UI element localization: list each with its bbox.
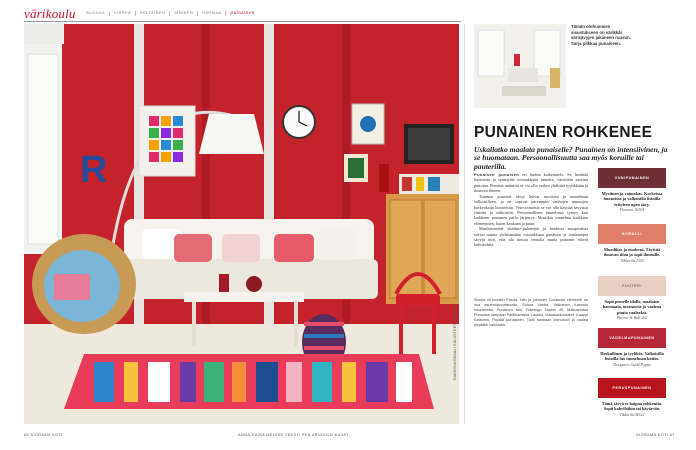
swatch-chip	[598, 276, 666, 296]
right-page-number: DIORAMA KOTI 67	[636, 433, 675, 437]
tag-item: SININEN	[170, 11, 198, 16]
swatch-name: VADELMAPUNAINEN	[609, 336, 655, 340]
author-credit: ANNA-KAISA MELVAS TEKSTI PIIA ARNOULD KUVAT	[238, 433, 349, 437]
body-text: Maalaismaiset sisäilme-palettejen ja henkiset maaperäiset voivat auttaa yhdistämään voimakkaan punaisen ja vaaleampia sävyjä niin, että tila tuntuu rentolta mutta punaiset elävät kohokohtia.	[474, 226, 588, 248]
swatch-description: Herkullinen ja tyylikäs. Valkoisilla listoilla luo tunnelman kotiin.	[600, 351, 664, 362]
swatch-description: Tämä sävyä se kaipaa rohkeutta. Sopii kahviloihin tai käytäviin.	[601, 401, 663, 412]
article-body	[474, 172, 588, 248]
left-page-number: 66 DIORAMA KOTI	[24, 433, 63, 437]
article-lead: Uskallatko maalata punaiselle? Punainen on intensiivinen, ja se huomataan. Persoonallisuutta saa myös koruille tai pauteriila.	[474, 145, 668, 171]
vertical-credit: RAKENNUSMAALI KALUSTEET VAELLUS	[453, 305, 457, 380]
article-headline: PUNAINEN ROHKENEE	[474, 124, 653, 141]
body-paragraph	[474, 172, 588, 193]
swatch-vadelmapunainen	[598, 328, 666, 367]
swatch-chip	[598, 328, 666, 348]
swatch-source: Farrow & Ball 202	[616, 314, 648, 320]
section-title: värikoulu	[24, 6, 76, 21]
header-rule	[24, 21, 461, 22]
living-room-photo	[24, 24, 459, 424]
swatch-chip	[598, 168, 666, 188]
tag-active: punainen	[230, 10, 255, 16]
living-room-illustration	[24, 24, 459, 424]
swatch-chip	[598, 378, 666, 398]
swatch-puuteri	[598, 276, 666, 320]
small-room-photo	[474, 24, 566, 108]
body-text: eri hurhta kaikenutele. Se herättää huomiota ja synnyttää voimakkaita tunteita, varsinkin suurina pintoina. Pienistä määristä se voi olla vaikea yhdistää tyylikkään ja ilmavan ilmeen.	[474, 172, 589, 194]
tag-item: RUOKAA	[82, 11, 110, 16]
swatch-name: KORALLI	[621, 232, 643, 236]
swatch-description: Muodikas ja moderni. Täyttää ilmavan tilan ja sopii ihmisille.	[603, 247, 661, 258]
swatch-peruspunainen	[598, 378, 666, 417]
page-fold	[464, 24, 465, 424]
tag-item: KELTAINEN	[136, 11, 170, 16]
body-paragraph	[474, 194, 588, 226]
product-credits: Sivulla oli kuvattu Parola, Niin ja jokainen Coeiaoaa elementti on osa asuinkokonaisuutta, Sohva Vanha, Valkoinen Kannuin huoneessa, Punainen talo, Flamingo Tapetti 45, Mattotehdas Punainen lampaan Palttinamatot, Laukku, Maalauskoristeet, Kaappi Katsomo, Pöydät punaiseen, Tuoli kankaan keinutuoli ja vaalea pöydälle kaikkialla.	[474, 298, 588, 327]
body-caps-lead: Punaisen punaisen	[474, 172, 520, 177]
swatch-source: Tikkurila J320	[620, 257, 644, 263]
swatch-description: Mystinen ja voimakas. Korkeissa huoneissa ja valkoisilla listoilla erityisen upea sävy.	[601, 191, 663, 207]
swatch-chip	[598, 224, 666, 244]
swatch-source: Flamant 16304	[619, 206, 645, 212]
swatch-source: Designers Guild Poppy	[613, 361, 651, 367]
swatch-description: Sopii pienelle tilalle, maalaten harmaata, marmoria ja vaaleaa puuta vaaleaksi.	[602, 299, 662, 315]
body-text: Tummat punaiset sävyt luovat mystisen ja tunnelman valkoisilleen, ja ne sopivat paremmin vanhojen asuntojen korkeuksiin huoneisiin. Vetovoimaista se voi olla käyttää sävyissä sinisiin ja valkoisiin. Persoonallinen tunnelmaa syntyy kun kaikkeen punainen pallo järjestyy. Musiikin tunnelma kaikkien elementtien, kuten kankaan ja puun.	[474, 193, 588, 226]
swatch-koralli	[598, 224, 666, 263]
swatch-name: PUUTERI	[622, 284, 642, 288]
swatch-name: VIINIPUNAINEN	[614, 176, 650, 180]
section-tags	[82, 11, 259, 16]
svg-text:R: R	[80, 149, 108, 191]
swatch-name: PERUSPUNAINEN	[612, 386, 652, 390]
tag-item: VIHREÄ	[110, 11, 136, 16]
tag-item: HARMAA	[198, 11, 226, 16]
swatch-viinipunainen	[598, 168, 666, 212]
swatch-source: Tikkurila M322	[619, 411, 645, 417]
small-photo-caption: Tämän olohuoneen sisustukseen on värikkäi värisävyjen jakaneen ruusun. Sarja pilkkaa punaiseen.	[571, 24, 631, 46]
small-room-illustration	[474, 24, 566, 108]
body-paragraph	[474, 226, 588, 247]
